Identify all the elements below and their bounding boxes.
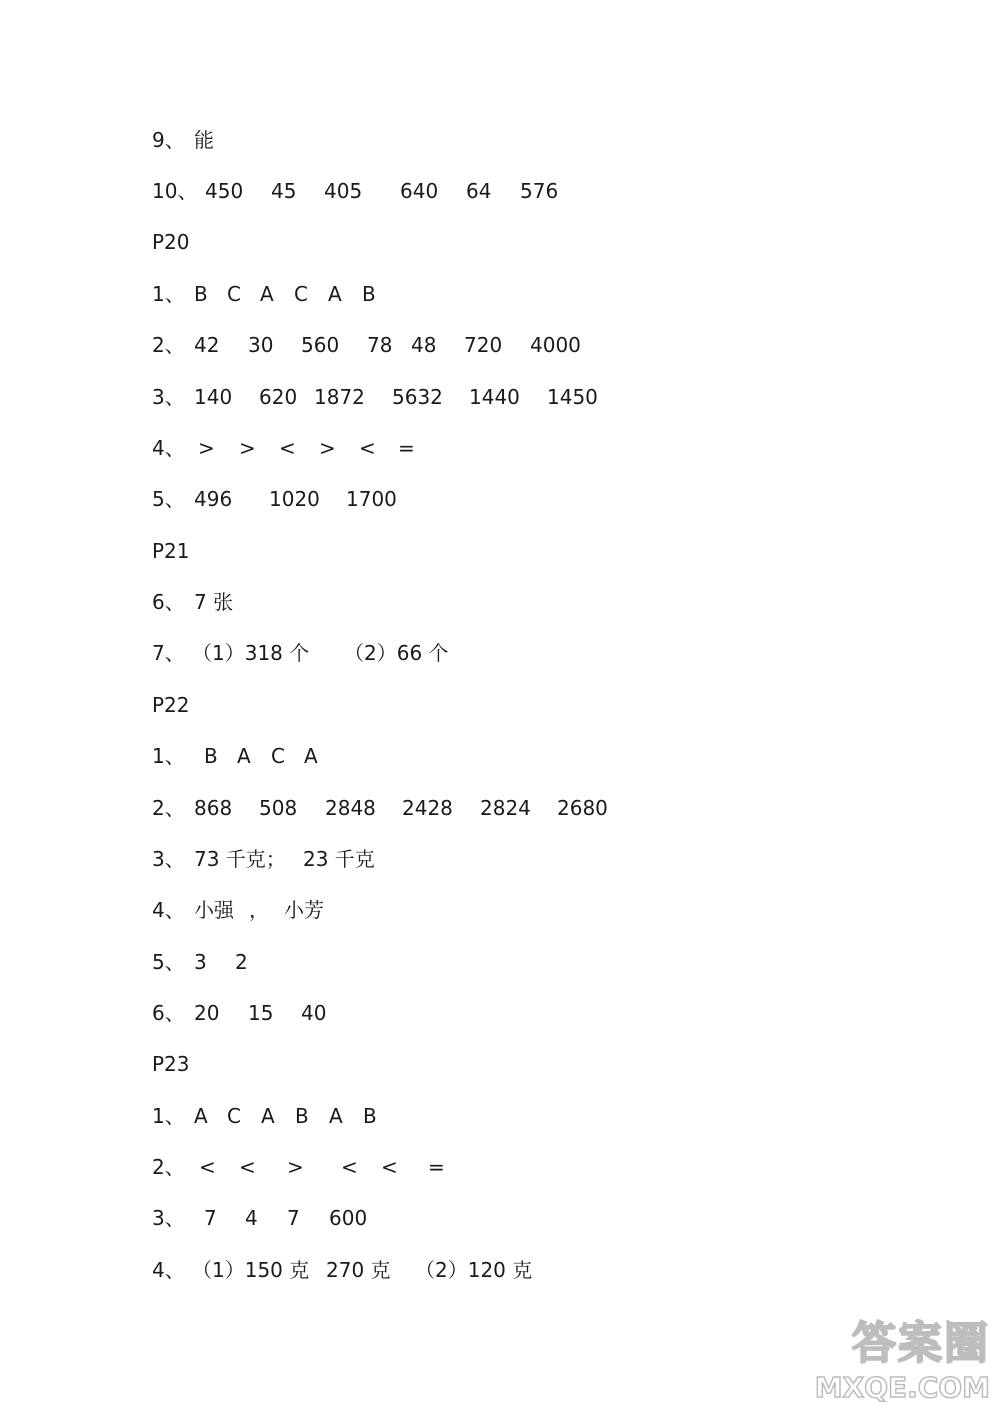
- answer-token: 40: [301, 1001, 327, 1025]
- answer-token: A: [237, 744, 251, 768]
- answer-token: 1020: [269, 487, 320, 511]
- question-number: 5、: [152, 487, 185, 511]
- answer-line-1: [152, 741, 318, 771]
- question-number: 6、: [152, 1001, 185, 1025]
- answer-line-6: [152, 998, 327, 1028]
- answer-token: 405: [324, 179, 363, 203]
- answer-token: A: [304, 744, 318, 768]
- answer-line-2: [152, 1152, 445, 1182]
- answer-token: 508: [259, 796, 298, 820]
- watermark-logo-text: 答案圈: [852, 1318, 990, 1369]
- answer-token: B: [204, 744, 218, 768]
- answer-token: >: [287, 1155, 304, 1179]
- answer-token: 2: [235, 950, 248, 974]
- answer-token: >: [319, 436, 336, 460]
- answer-token: B: [362, 282, 376, 306]
- answer-token: 140: [194, 385, 233, 409]
- answer-token: 2680: [557, 796, 608, 820]
- answer-token: 600: [329, 1206, 368, 1230]
- answer-token: C: [294, 282, 308, 306]
- answer-token: B: [363, 1104, 377, 1128]
- answer-token: 3: [194, 950, 207, 974]
- question-number: 4、: [152, 436, 185, 460]
- answer-token: 小芳: [284, 898, 324, 922]
- answer-token: 1700: [346, 487, 397, 511]
- answer-token: 45: [271, 179, 297, 203]
- watermark-logo: [810, 1316, 990, 1406]
- answer-token: 576: [520, 179, 559, 203]
- answer-token: <: [239, 1155, 256, 1179]
- question-number: 3、: [152, 385, 185, 409]
- question-number: 10、: [152, 179, 198, 203]
- answer-line-7: [152, 638, 449, 668]
- page-heading-p23: P23: [152, 1052, 190, 1076]
- answer-token: 720: [464, 333, 503, 357]
- answer-line-1: [152, 279, 376, 309]
- answer-token: C: [227, 1104, 241, 1128]
- answer-token: 1440: [469, 385, 520, 409]
- page-heading-p20: P20: [152, 230, 190, 254]
- answer-token: <: [341, 1155, 358, 1179]
- answer-token: =: [428, 1155, 445, 1179]
- answer-token: 640: [400, 179, 439, 203]
- answer-token: <: [279, 436, 296, 460]
- answer-token: 450: [205, 179, 244, 203]
- answer-token: 5632: [392, 385, 443, 409]
- answer-token: 496: [194, 487, 233, 511]
- answer-token: 23 千克: [303, 847, 375, 871]
- answer-token: 能: [194, 128, 214, 152]
- answer-line-4: [152, 895, 324, 925]
- answer-token: 42: [194, 333, 220, 357]
- answer-token: 2848: [325, 796, 376, 820]
- answer-token: 4000: [530, 333, 581, 357]
- question-number: 4、: [152, 1258, 185, 1282]
- answer-token: 30: [248, 333, 274, 357]
- answer-line-5: [152, 484, 397, 514]
- question-number: 3、: [152, 1206, 185, 1230]
- question-number: 2、: [152, 796, 185, 820]
- answer-token: 64: [466, 179, 492, 203]
- question-number: 4、: [152, 898, 185, 922]
- answer-token: 20: [194, 1001, 220, 1025]
- answer-line-4: [152, 1255, 533, 1285]
- watermark-url: MXQE.COM: [814, 1371, 990, 1404]
- answer-token: 78: [367, 333, 393, 357]
- answer-token: 15: [248, 1001, 274, 1025]
- answer-token: 1872: [314, 385, 365, 409]
- answer-token: A: [328, 282, 342, 306]
- answer-line-5: [152, 947, 248, 977]
- answer-token: <: [359, 436, 376, 460]
- question-number: 1、: [152, 1104, 185, 1128]
- answer-line-3: [152, 382, 598, 412]
- answer-token: 2428: [402, 796, 453, 820]
- answer-token: （1）318 个: [192, 641, 310, 665]
- answer-token: A: [261, 1104, 275, 1128]
- answer-token: C: [271, 744, 285, 768]
- answer-token: >: [198, 436, 215, 460]
- answer-token: A: [194, 1104, 208, 1128]
- question-number: 7、: [152, 641, 185, 665]
- answer-token: （2）66 个: [344, 641, 449, 665]
- answer-line-1: [152, 1101, 377, 1131]
- question-number: 3、: [152, 847, 185, 871]
- answer-token: <: [199, 1155, 216, 1179]
- page-heading-p21: P21: [152, 539, 190, 563]
- answer-token: C: [227, 282, 241, 306]
- answer-token: 1450: [547, 385, 598, 409]
- question-number: 1、: [152, 744, 185, 768]
- page-heading-p22: P22: [152, 693, 190, 717]
- answer-token: A: [329, 1104, 343, 1128]
- answer-token: =: [398, 436, 415, 460]
- answer-line-2: [152, 330, 581, 360]
- answer-token: B: [295, 1104, 309, 1128]
- answer-token: 小强: [194, 898, 234, 922]
- question-number: 9、: [152, 128, 185, 152]
- question-number: 5、: [152, 950, 185, 974]
- answer-line-3: [152, 844, 375, 874]
- answer-token: 7 张: [194, 590, 234, 614]
- answer-line-3: [152, 1203, 368, 1233]
- answer-line-2: [152, 793, 608, 823]
- question-number: 1、: [152, 282, 185, 306]
- answer-token: 620: [259, 385, 298, 409]
- answer-line-6: [152, 587, 234, 617]
- answer-token: 7: [204, 1206, 217, 1230]
- answer-token: >: [239, 436, 256, 460]
- answer-token: B: [194, 282, 208, 306]
- answer-token: <: [381, 1155, 398, 1179]
- answer-token: 4: [245, 1206, 258, 1230]
- answer-token: （1）150 克: [192, 1258, 310, 1282]
- answer-token: 560: [301, 333, 340, 357]
- answer-line-10: [152, 176, 559, 206]
- answer-token: 868: [194, 796, 233, 820]
- question-number: 6、: [152, 590, 185, 614]
- answer-token: 270 克: [326, 1258, 391, 1282]
- answer-line-4: [152, 433, 415, 463]
- answer-token: ，: [249, 898, 269, 922]
- question-number: 2、: [152, 333, 185, 357]
- answer-token: 7: [287, 1206, 300, 1230]
- answer-token: 2824: [480, 796, 531, 820]
- answer-token: 73 千克；: [194, 847, 286, 871]
- answer-token: （2）120 克: [415, 1258, 533, 1282]
- answer-line-9: [152, 125, 214, 155]
- answer-token: 48: [411, 333, 437, 357]
- answer-token: A: [260, 282, 274, 306]
- question-number: 2、: [152, 1155, 185, 1179]
